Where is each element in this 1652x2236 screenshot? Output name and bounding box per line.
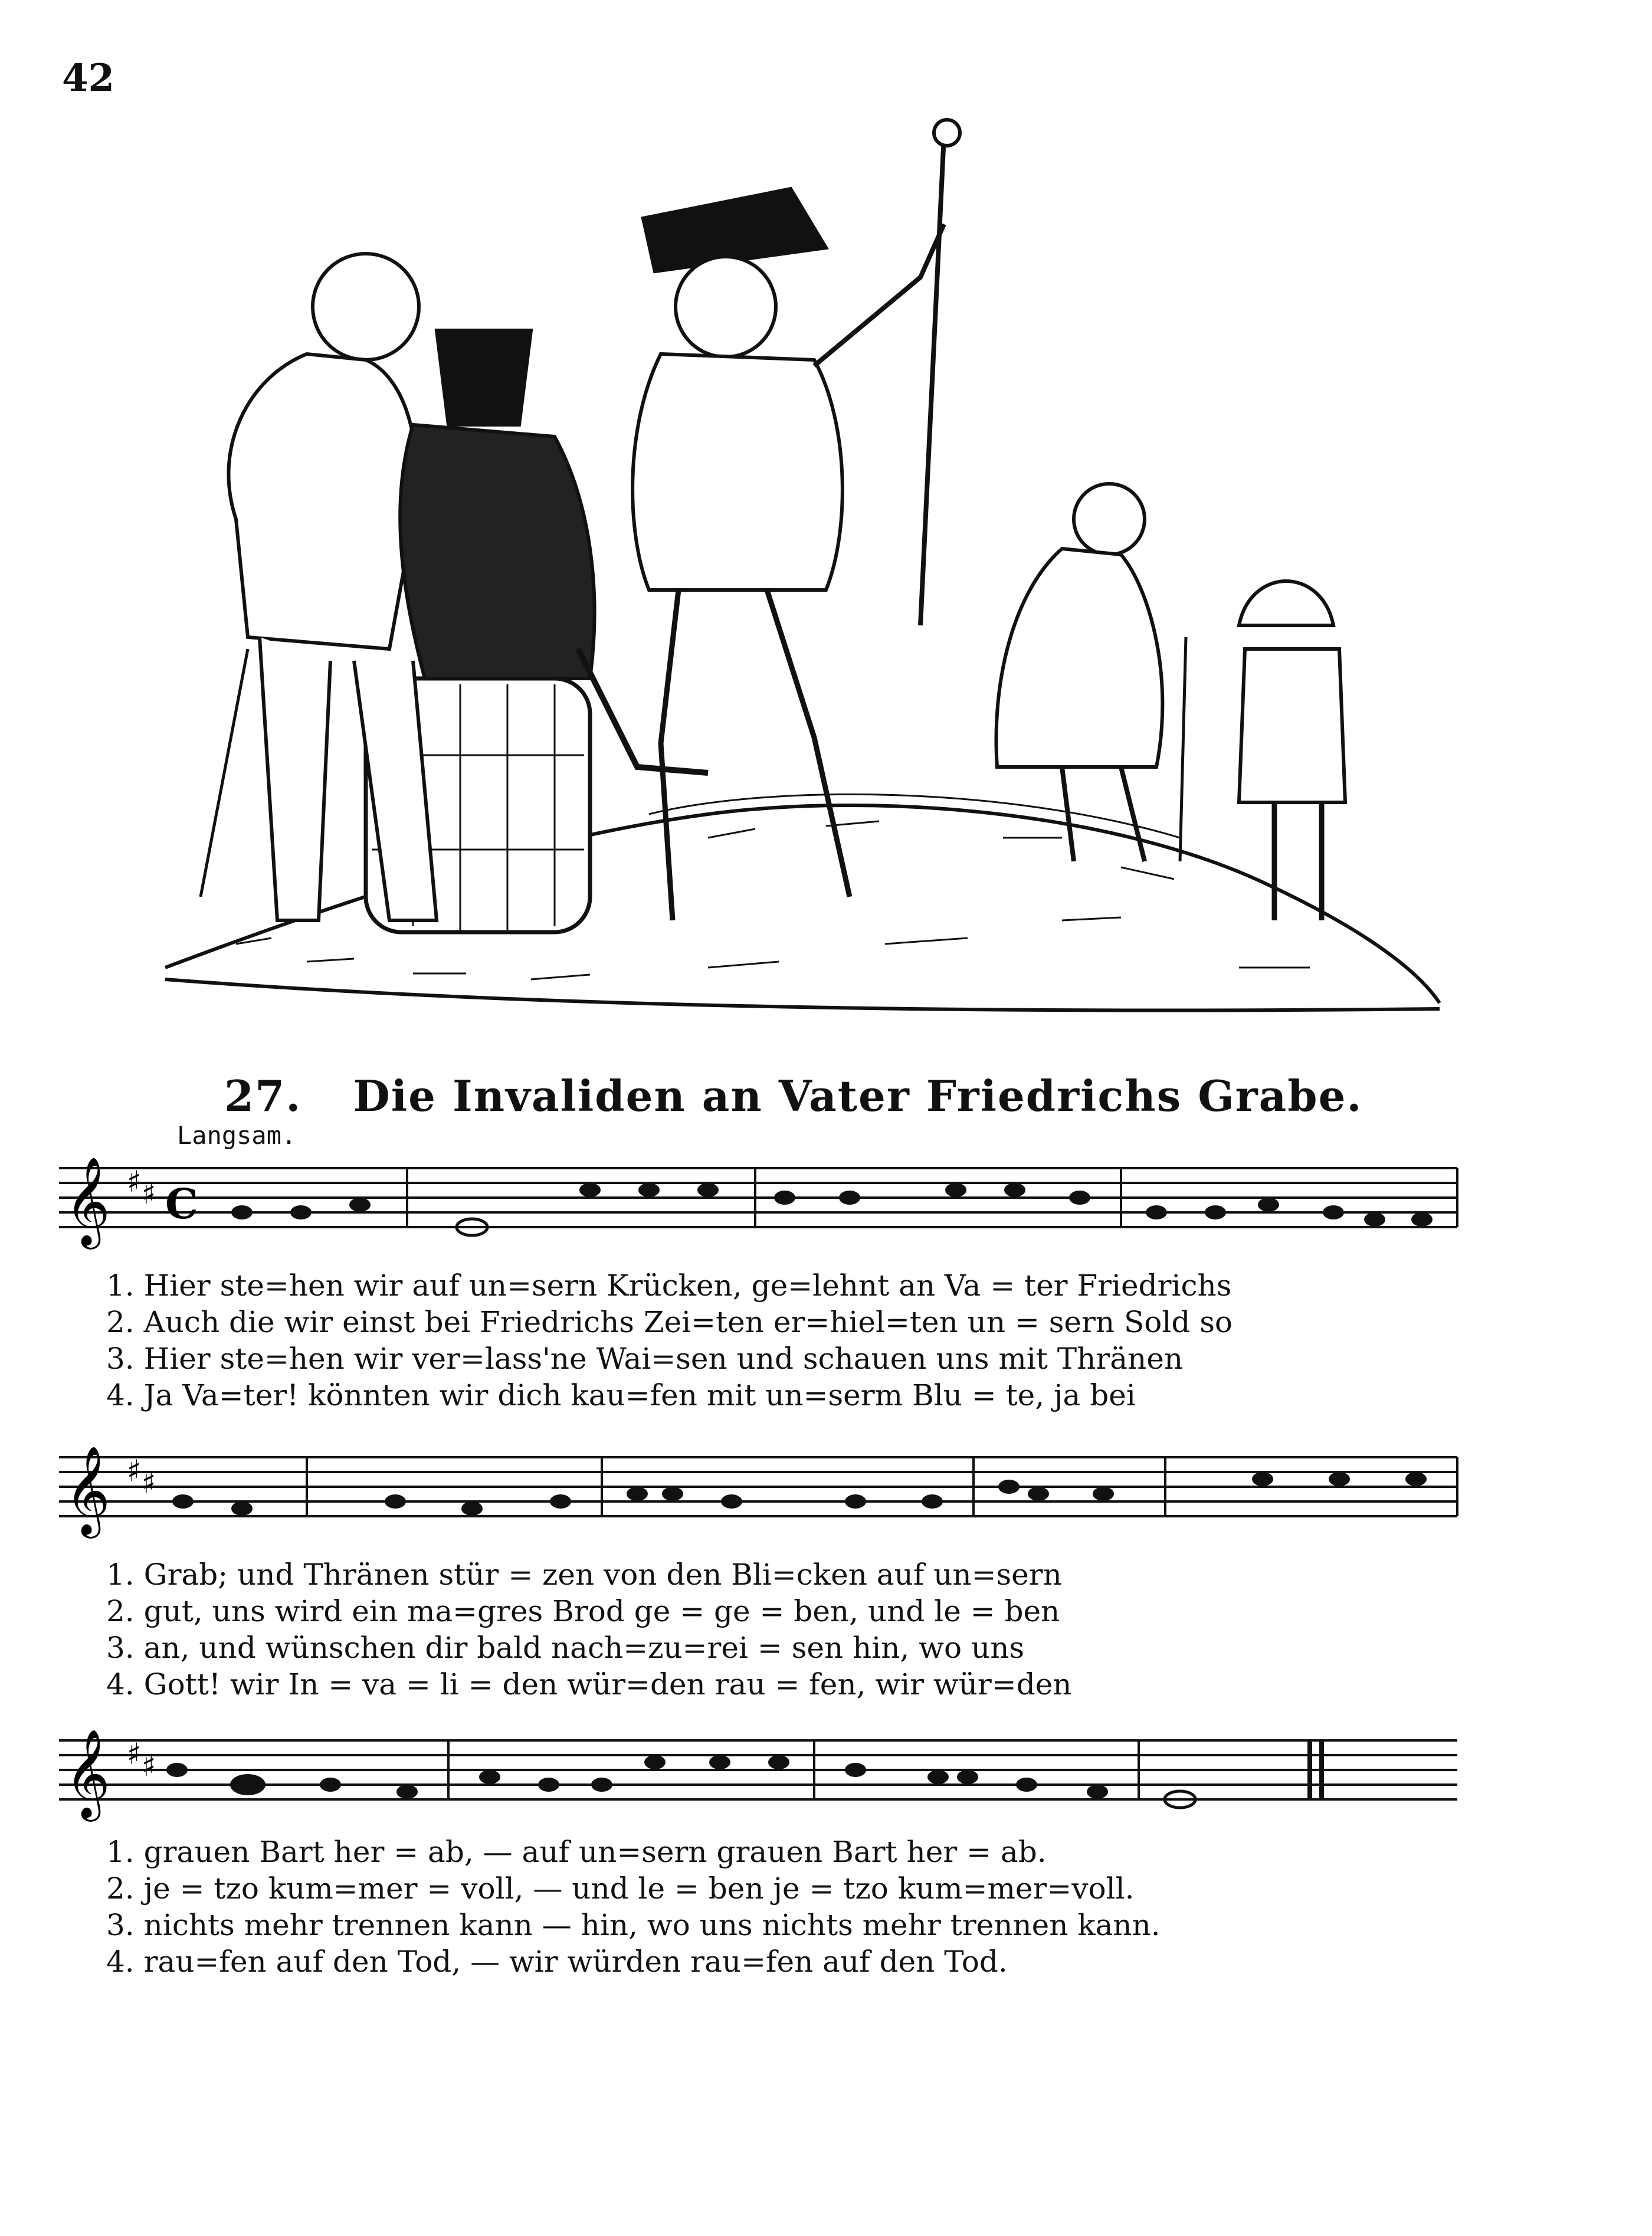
verse-text: Gott! wir In = va = li = den wür=den rau = fen, wir wür=den — [143, 1667, 1072, 1701]
svg-text:♯: ♯ — [127, 1165, 142, 1199]
verse-number: 2. — [106, 1871, 135, 1906]
verse-number: 4. — [106, 1378, 135, 1412]
verse-number: 2. — [106, 1594, 135, 1628]
verse-number: 1. — [106, 1835, 135, 1869]
verse-number: 3. — [106, 1631, 135, 1665]
svg-text:𝄞: 𝄞 — [65, 1156, 110, 1245]
verse-line — [106, 1631, 1024, 1666]
song-title-row — [224, 1071, 1363, 1121]
svg-text:♯: ♯ — [127, 1454, 142, 1488]
verse-number: 4. — [106, 1667, 135, 1701]
song-title: Die Invaliden an Vater Friedrichs Grabe. — [353, 1071, 1363, 1121]
verse-text: grauen Bart her = ab, — auf un=sern grauen Bart her = ab. — [143, 1835, 1047, 1869]
lyrics-system-3 — [0, 1835, 1652, 1988]
svg-text:♯: ♯ — [142, 1176, 156, 1211]
verse-text: rau=fen auf den Tod, — wir würden rau=fen auf den Tod. — [143, 1945, 1008, 1979]
verse-line — [106, 1667, 1072, 1703]
verse-line — [106, 1835, 1047, 1870]
music-staff-system-3 — [0, 1729, 1652, 1823]
engraving-soldiers-at-grave-icon — [165, 120, 1440, 1011]
verse-line — [106, 1268, 1231, 1304]
svg-text:♯: ♯ — [142, 1749, 156, 1783]
verse-line — [106, 1945, 1008, 1980]
verse-text: gut, uns wird ein ma=gres Brod ge = ge = ben, und le = ben — [143, 1594, 1060, 1628]
tempo-marking: Langsam. — [177, 1121, 297, 1150]
music-staff-system-1 — [0, 1156, 1652, 1251]
music-staff-system-2 — [0, 1445, 1652, 1540]
svg-text:𝄞: 𝄞 — [65, 1729, 110, 1818]
svg-text:♯: ♯ — [127, 1737, 142, 1771]
song-number: 27. — [224, 1071, 302, 1121]
verse-number: 1. — [106, 1268, 135, 1303]
verse-number: 3. — [106, 1342, 135, 1376]
verse-line — [106, 1378, 1136, 1414]
verse-number: 3. — [106, 1908, 135, 1942]
verse-text: Hier ste=hen wir auf un=sern Krücken, ge=lehnt an Va = ter Friedrichs — [143, 1268, 1232, 1303]
verse-line — [106, 1871, 1135, 1907]
verse-number: 1. — [106, 1558, 135, 1592]
engraving-illustration — [0, 0, 1652, 1050]
verse-text: an, und wünschen dir bald nach=zu=rei = sen hin, wo uns — [143, 1631, 1025, 1665]
page-number: 42 — [62, 56, 115, 100]
verse-line — [106, 1594, 1060, 1630]
verse-line — [106, 1305, 1233, 1340]
verse-text: Grab; und Thränen stür = zen von den Bli=cken auf un=sern — [143, 1558, 1062, 1592]
svg-text:𝄞: 𝄞 — [65, 1445, 110, 1535]
svg-text:C: C — [165, 1179, 198, 1228]
verse-text: Auch die wir einst bei Friedrichs Zei=ten er=hiel=ten un = sern Sold so — [143, 1305, 1233, 1339]
svg-text:♯: ♯ — [142, 1465, 156, 1500]
verse-number: 4. — [106, 1945, 135, 1979]
verse-text: je = tzo kum=mer = voll, — und le = ben je = tzo kum=mer=voll. — [143, 1871, 1135, 1906]
verse-line — [106, 1342, 1183, 1377]
verse-line — [106, 1558, 1062, 1593]
verse-text: nichts mehr trennen kann — hin, wo uns nichts mehr trennen kann. — [143, 1908, 1161, 1942]
lyrics-system-2 — [0, 1558, 1652, 1711]
verse-text: Ja Va=ter! könnten wir dich kau=fen mit un=serm Blu = te, ja bei — [143, 1378, 1136, 1412]
lyrics-system-1 — [0, 1268, 1652, 1422]
verse-number: 2. — [106, 1305, 135, 1339]
verse-line — [106, 1908, 1161, 1943]
verse-text: Hier ste=hen wir ver=lass'ne Wai=sen und schauen uns mit Thränen — [143, 1342, 1184, 1376]
